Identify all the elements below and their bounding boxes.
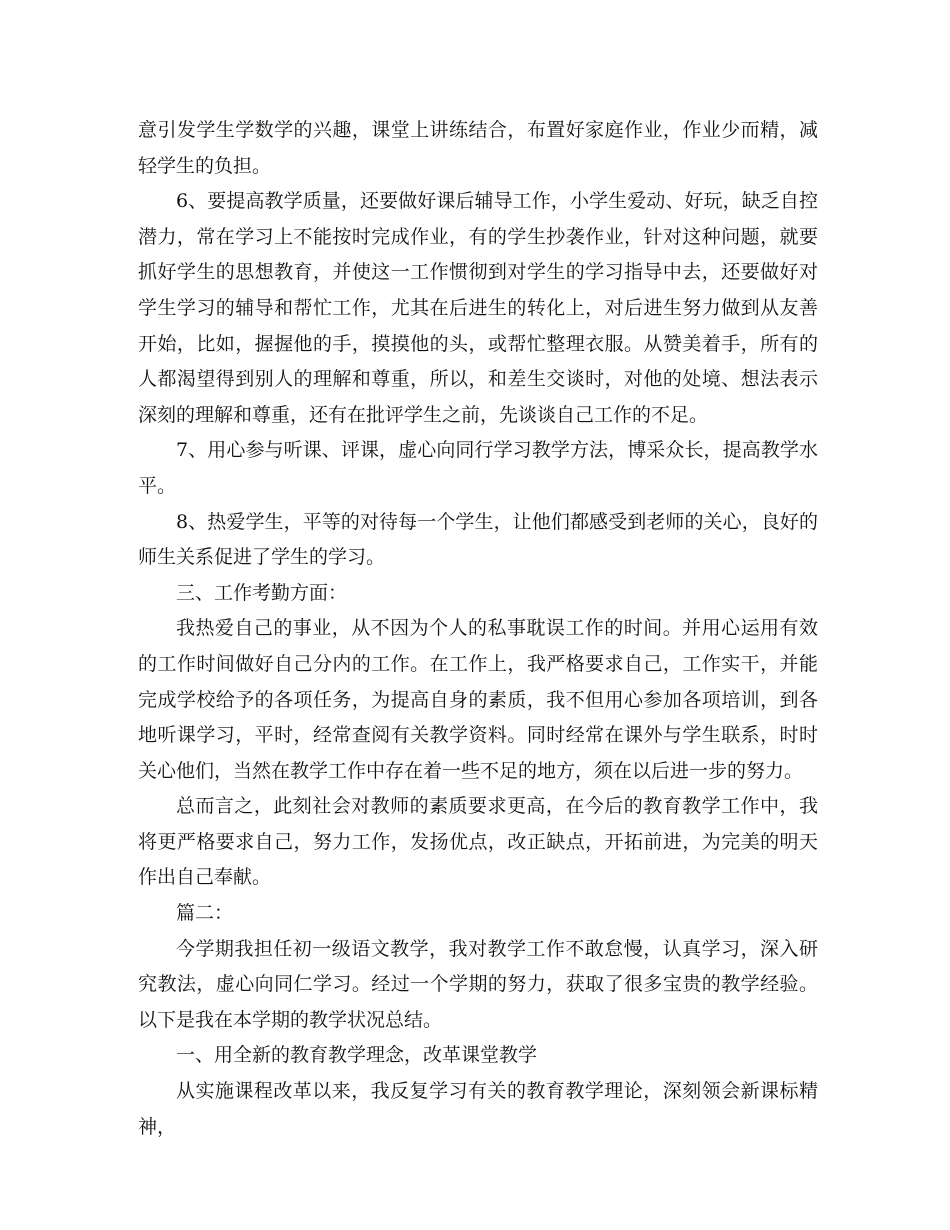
- section-heading-attendance: 三、工作考勤方面：: [176, 581, 348, 604]
- paragraph-attendance: 我热爱自己的事业，从不因为个人的私事耽误工作的时间。并用心运用有效的工作时间做好自己分内的工作。在工作上，我严格要求自己，工作实干，并能完成学校给予的各项任务，为提高自身的素质，我不但用心参加各项培训，到各地听课学习，平时，经常查阅有关教学资料。同时经常在课外与学生联系，时时关心他们，当然在教学工作中存在着一些不足的地方，须在以后进一步的努力。: [138, 617, 818, 782]
- paragraph-item-6: 6、要提高教学质量，还要做好课后辅导工作，小学生爱动、好玩，缺乏自控潜力，常在学习上不能按时完成作业，有的学生抄袭作业，针对这种问题，就要抓好学生的思想教育，并使这一工作惯彻到对学生的学习指导中去，还要做好对学生学习的辅导和帮忙工作，尤其在后进生的转化上，对后进生努力做到从友善开始，比如，握握他的手，摸摸他的头，或帮忙整理衣服。从赞美着手，所有的人都渴望得到别人的理解和尊重，所以，和差生交谈时，对他的处境、想法表示深刻的理解和尊重，还有在批评学生之前，先谈谈自己工作的不足。: [138, 190, 818, 426]
- section-heading-reform: 一、用全新的教育教学理念，改革课堂教学: [176, 1044, 538, 1067]
- part-heading-two: 篇二：: [176, 902, 234, 925]
- document-body: [138, 113, 818, 1145]
- paragraph-intro-two: 今学期我担任初一级语文教学，我对教学工作不敢怠慢，认真学习，深入研究教法，虚心向同仁学习。经过一个学期的努力，获取了很多宝贵的教学经验。以下是我在本学期的教学状况总结。: [138, 937, 818, 1031]
- paragraph-item-8: 8、热爱学生，平等的对待每一个学生，让他们都感受到老师的关心，良好的师生关系促进了学生的学习。: [138, 510, 818, 569]
- paragraph-continued: 意引发学生学数学的兴趣，课堂上讲练结合，布置好家庭作业，作业少而精，减轻学生的负担。: [138, 119, 818, 177]
- paragraph-summary: 总而言之，此刻社会对教师的素质要求更高，在今后的教育教学工作中，我将更严格要求自己，努力工作，发扬优点，改正缺点，开拓前进，为完美的明天作出自己奉献。: [138, 795, 818, 889]
- paragraph-item-7: 7、用心参与听课、评课，虚心向同行学习教学方法，博采众长，提高教学水平。: [138, 439, 818, 497]
- paragraph-reform: 从实施课程改革以来，我反复学习有关的教育教学理论，深刻领会新课标精神，: [138, 1080, 818, 1138]
